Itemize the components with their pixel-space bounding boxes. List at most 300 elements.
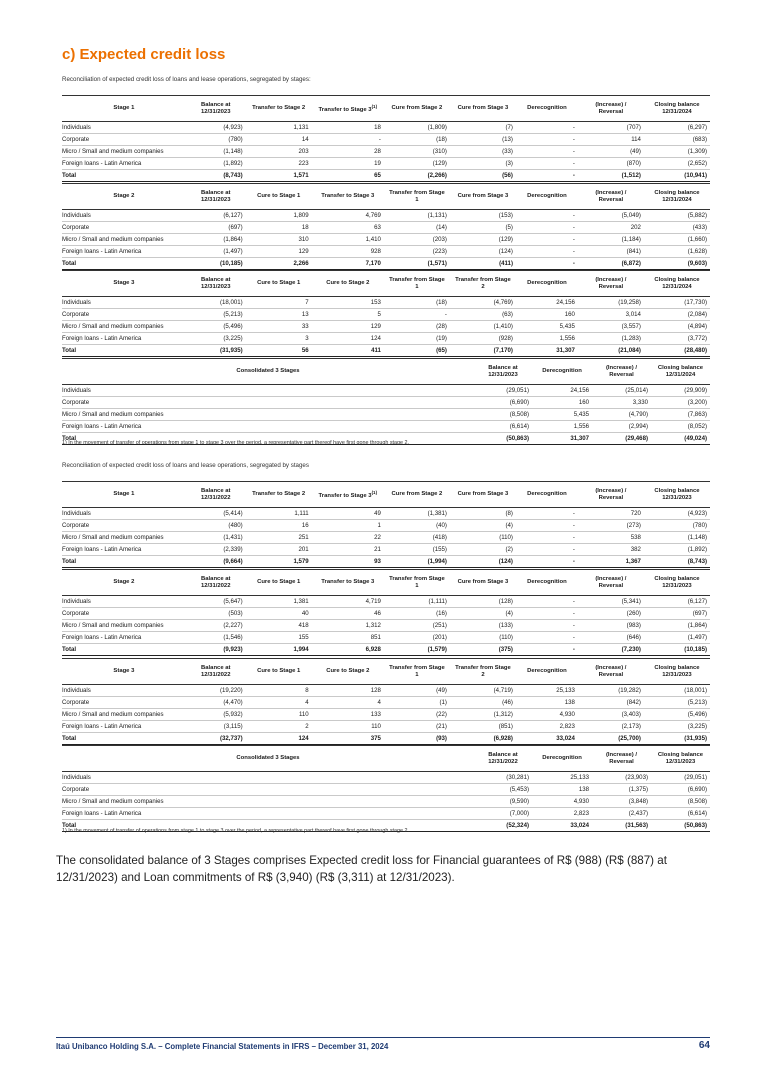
table-cell: (1,283) [578,333,644,345]
footer-company-text: Itaú Unibanco Holding S.A. – Complete Financial Statements in IFRS – December 31, 2024 [56,1042,389,1051]
table-cell: 5,435 [516,321,578,333]
table-row [62,321,710,333]
table-cell: (110) [450,532,516,544]
table-cell: 93 [312,556,384,568]
table-cell: (50,863) [474,433,532,445]
table-cell: 203 [246,146,312,158]
row-label: Foreign loans - Latin America [62,421,474,433]
column-header: Closing balance 12/31/2023 [651,746,710,772]
table-cell: (6,614) [474,421,532,433]
table-cell: 4,719 [312,596,384,608]
table-cell: (17,730) [644,297,710,309]
table-cell: - [516,532,578,544]
table-cell: (411) [450,258,516,270]
table-row [62,608,710,620]
table-cell: (6,928) [450,733,516,745]
table-cell: 1,556 [532,421,592,433]
table-cell: 2,823 [516,721,578,733]
table-cell: (50,863) [651,820,710,832]
table-cell: 110 [312,721,384,733]
row-label: Individuals [62,772,474,784]
table-cell: (29,051) [474,385,532,397]
row-label: Total [62,433,474,445]
table-cell: (6,690) [651,784,710,796]
footer-rule [56,1037,710,1038]
table-cell: (40) [384,520,450,532]
table-cell: (16) [384,608,450,620]
row-label: Micro / Small and medium companies [62,709,186,721]
table-cell: - [516,210,578,222]
table-cell: 63 [312,222,384,234]
table-cell: 114 [578,134,644,146]
table-cell: (1,994) [384,556,450,568]
table-cell: (6,872) [578,258,644,270]
table-cell: 110 [246,709,312,721]
column-header: Transfer from Stage 2 [450,271,516,297]
table-cell: 49 [312,508,384,520]
table-cell: (49) [384,685,450,697]
row-label: Micro / Small and medium companies [62,620,186,632]
table-cell: 65 [312,170,384,182]
column-header: (Increase) / Reversal [578,184,644,210]
table-cell: (707) [578,122,644,134]
table-row [62,596,710,608]
table-cell: (9,923) [186,644,246,656]
table-cell: (29,051) [651,772,710,784]
column-header: Balance at 12/31/2023 [186,271,246,297]
table-cell: (23,903) [592,772,651,784]
row-label: Foreign loans - Latin America [62,632,186,644]
table-cell: (25,700) [578,733,644,745]
column-header: Derecognition [516,570,578,596]
column-header: (Increase) / Reversal [578,96,644,122]
table-cell: 4,930 [532,796,592,808]
table-cell: 138 [516,697,578,709]
table-row [62,544,710,556]
table-cell: (28) [384,321,450,333]
table-cell: (8,743) [186,170,246,182]
table-cell: (1,111) [384,596,450,608]
row-label: Corporate [62,520,186,532]
column-header: Closing balance 12/31/2024 [651,359,710,385]
table-cell: (124) [450,246,516,258]
table-cell: (2,173) [578,721,644,733]
table-cell: 851 [312,632,384,644]
table-cell: 18 [312,122,384,134]
row-label: Corporate [62,309,186,321]
table-cell: 33 [246,321,312,333]
table-cell: (928) [450,333,516,345]
table-cell: 40 [246,608,312,620]
column-header: Derecognition [516,482,578,508]
table-cell: 1,994 [246,644,312,656]
table-cell: 1,381 [246,596,312,608]
column-header: Transfer from Stage 1 [384,184,450,210]
table-cell: 3,014 [578,309,644,321]
column-header: Derecognition [516,271,578,297]
column-header: Cure from Stage 3 [450,96,516,122]
table-cell: (1,892) [644,544,710,556]
table-cell: 24,156 [516,297,578,309]
row-label: Individuals [62,508,186,520]
table-stage-heading: Consolidated 3 Stages [62,359,474,385]
table-cell: 2 [246,721,312,733]
table-cell: (780) [644,520,710,532]
table-cell: 375 [312,733,384,745]
column-header: Cure to Stage 1 [246,659,312,685]
table-header-row [62,96,710,122]
table-total-row [62,644,710,656]
table-cell: (18,001) [186,297,246,309]
table-cell: 33,024 [516,733,578,745]
table-cell: (19,258) [578,297,644,309]
column-header: Transfer to Stage 3$^{(1)}$ [312,482,384,508]
column-header: Balance at 12/31/2022 [186,482,246,508]
table-cell: (201) [384,632,450,644]
table-cell: (5,932) [186,709,246,721]
table-cell: (7,000) [474,808,532,820]
table-stage-heading: Stage 1 [62,96,186,122]
column-header: Transfer to Stage 2 [246,482,312,508]
table-cell: (129) [450,234,516,246]
table-cell: - [516,170,578,182]
table-cell: (8) [450,508,516,520]
stage-table [62,569,710,656]
table-row [62,134,710,146]
table-cell: - [516,520,578,532]
row-label: Foreign loans - Latin America [62,808,474,820]
row-label: Individuals [62,596,186,608]
table-cell: (21) [384,721,450,733]
table-cell: 3 [246,333,312,345]
table-cell: 28 [312,146,384,158]
table-cell: 1,410 [312,234,384,246]
table-cell: (1,546) [186,632,246,644]
table-cell: 1,111 [246,508,312,520]
table-cell: - [516,258,578,270]
table-cell: - [516,632,578,644]
row-label: Corporate [62,222,186,234]
column-header: Transfer to Stage 3 [312,570,384,596]
table-cell: 2,823 [532,808,592,820]
table-cell: - [516,134,578,146]
table-cell: 3,330 [592,397,651,409]
table-cell: (4,769) [450,297,516,309]
table-row [62,808,710,820]
table-cell: 33,024 [532,820,592,832]
table-cell: 4,769 [312,210,384,222]
table-cell: (153) [450,210,516,222]
table-cell: (22) [384,709,450,721]
row-label: Total [62,820,474,832]
table-cell: 1,131 [246,122,312,134]
table-cell: (1,497) [186,246,246,258]
column-header: Closing balance 12/31/2023 [644,659,710,685]
table-cell: (375) [450,644,516,656]
table-cell: (3,403) [578,709,644,721]
column-header: Transfer from Stage 1 [384,570,450,596]
table-cell: (49) [578,146,644,158]
table-total-row [62,556,710,568]
table-cell: (1,410) [450,321,516,333]
table-cell: (4,894) [644,321,710,333]
table-cell: 1,556 [516,333,578,345]
column-header: Balance at 12/31/2022 [186,570,246,596]
table-cell: (30,281) [474,772,532,784]
table-stage-heading: Stage 3 [62,659,186,685]
column-header: Cure from Stage 3 [450,482,516,508]
column-header: Transfer to Stage 3 [312,184,384,210]
table-header-row [62,271,710,297]
table-cell: (4,790) [592,409,651,421]
table-cell: 31,307 [516,345,578,357]
table-cell: - [516,556,578,568]
table-cell: (8,743) [644,556,710,568]
table-cell: (5,049) [578,210,644,222]
column-header: Cure from Stage 3 [450,570,516,596]
table-cell: 2,266 [246,258,312,270]
table-cell: 1,809 [246,210,312,222]
table-cell: (273) [578,520,644,532]
table-cell: (9,590) [474,796,532,808]
table-cell: (1,864) [644,620,710,632]
table-cell: (7) [450,122,516,134]
column-header: Transfer to Stage 3$^{(1)}$ [312,96,384,122]
table-cell: (870) [578,158,644,170]
table-cell: (6,614) [651,808,710,820]
table-row [62,397,710,409]
table-cell: (19) [384,333,450,345]
footnote-2023: 1) In the movement of transfer of operations from stage 1 to stage 3 over the period, a representative part thereof have first gone through stage 2. [62,828,409,834]
table-cell: (1,864) [186,234,246,246]
table-cell: (697) [644,608,710,620]
table-cell: 160 [532,397,592,409]
row-label: Micro / Small and medium companies [62,409,474,421]
table-cell: (1,512) [578,170,644,182]
table-row [62,246,710,258]
table-cell: 153 [312,297,384,309]
table-cell: 7,170 [312,258,384,270]
table-cell: (1,660) [644,234,710,246]
row-label: Individuals [62,210,186,222]
table-cell: (1,571) [384,258,450,270]
table-cell: 1,579 [246,556,312,568]
table-cell: (65) [384,345,450,357]
table-cell: 1,367 [578,556,644,568]
table-cell: (7,863) [651,409,710,421]
table-cell: 7 [246,297,312,309]
table-total-row [62,345,710,357]
row-label: Corporate [62,608,186,620]
column-header: Balance at 12/31/2023 [474,359,532,385]
table-cell: (2) [450,544,516,556]
table-cell: (2,652) [644,158,710,170]
table-cell: (2,994) [592,421,651,433]
table-cell: (29,468) [592,433,651,445]
row-label: Corporate [62,134,186,146]
table-cell: 138 [532,784,592,796]
table-cell: - [516,234,578,246]
table-cell: (4) [450,520,516,532]
table-cell: (8,508) [651,796,710,808]
table-cell: (5,213) [186,309,246,321]
page-number: 64 [698,1040,710,1051]
column-header: Cure from Stage 3 [450,184,516,210]
table-cell: - [516,222,578,234]
column-header: Cure to Stage 2 [312,659,384,685]
table-cell: (28,480) [644,345,710,357]
table-cell: (19,220) [186,685,246,697]
table-cell: 25,133 [516,685,578,697]
table-row [62,784,710,796]
table-row [62,620,710,632]
column-header: Transfer from Stage 2 [450,659,516,685]
table-cell: - [516,508,578,520]
table-cell: 129 [312,321,384,333]
table-header-row [62,746,710,772]
table-cell: 31,307 [532,433,592,445]
table-cell: (418) [384,532,450,544]
table-cell: (841) [578,246,644,258]
table-cell: (14) [384,222,450,234]
table-cell: (5,496) [644,709,710,721]
table-cell: (223) [384,246,450,258]
row-label: Foreign loans - Latin America [62,246,186,258]
table-cell: (3,225) [186,333,246,345]
column-header: Balance at 12/31/2022 [186,659,246,685]
table-cell: (2,084) [644,309,710,321]
table-cell: (10,185) [186,258,246,270]
table-cell: (1,312) [450,709,516,721]
table-row [62,122,710,134]
table-cell: (63) [450,309,516,321]
column-header: Closing balance 12/31/2024 [644,96,710,122]
table-cell: (1,628) [644,246,710,258]
table-cell: (697) [186,222,246,234]
table-cell: (3) [450,158,516,170]
table-cell: (1,184) [578,234,644,246]
row-label: Total [62,733,186,745]
table-cell: (646) [578,632,644,644]
table-stage-heading: Stage 2 [62,570,186,596]
footnote-2024: 1) In the movement of transfer of operations from stage 1 to stage 3 over the period, a representative part thereof have first gone through stage 2. [62,440,409,446]
table-row [62,146,710,158]
table-cell: (4,923) [186,122,246,134]
row-label: Micro / Small and medium companies [62,321,186,333]
column-header: Derecognition [516,659,578,685]
column-header: Cure to Stage 1 [246,184,312,210]
table-cell: - [516,544,578,556]
table-cell: (851) [450,721,516,733]
row-label: Total [62,258,186,270]
table-cell: - [516,246,578,258]
table-cell: 538 [578,532,644,544]
table-cell: (9,664) [186,556,246,568]
table-cell: (1,309) [644,146,710,158]
table-cell: (251) [384,620,450,632]
column-header: Closing balance 12/31/2024 [644,184,710,210]
column-header: (Increase) / Reversal [578,271,644,297]
row-label: Micro / Small and medium companies [62,796,474,808]
row-label: Foreign loans - Latin America [62,158,186,170]
row-label: Total [62,170,186,182]
table-cell: (780) [186,134,246,146]
table-stage-heading: Consolidated 3 Stages [62,746,474,772]
table-cell: (5,414) [186,508,246,520]
table-cell: 25,133 [532,772,592,784]
column-header: (Increase) / Reversal [592,746,651,772]
table-row [62,709,710,721]
table-cell: (56) [450,170,516,182]
table-cell: (49,024) [651,433,710,445]
table-cell: (10,185) [644,644,710,656]
table-cell: - [384,309,450,321]
table-cell: 5 [312,309,384,321]
table-cell: (4,923) [644,508,710,520]
table-cell: 16 [246,520,312,532]
table-cell: 24,156 [532,385,592,397]
table-cell: (18,001) [644,685,710,697]
consolidated-note: The consolidated balance of 3 Stages comprises Expected credit loss for Financial guarantees of R$ (988) (R$ (887) at 12/31/2023) and Loan commitments of R$ (3,940) (R$ (3,311) at 12/31/2023). [56,854,667,884]
table-cell: (2,437) [592,808,651,820]
table-cell: 928 [312,246,384,258]
consolidated-stages-table [62,745,710,832]
section-title: c) Expected credit loss [62,46,226,63]
table-cell: (3,225) [644,721,710,733]
table-row [62,508,710,520]
table-cell: 14 [246,134,312,146]
table-cell: 411 [312,345,384,357]
table-cell: 1 [312,520,384,532]
table-row [62,210,710,222]
table-cell: 46 [312,608,384,620]
row-label: Corporate [62,397,474,409]
table-cell: (3,557) [578,321,644,333]
table-cell: (8,052) [651,421,710,433]
table-row [62,685,710,697]
table-cell: (31,935) [644,733,710,745]
table-cell: (1,375) [592,784,651,796]
table-cell: (3,848) [592,796,651,808]
table-cell: (2,227) [186,620,246,632]
table-cell: (10,941) [644,170,710,182]
row-label: Total [62,644,186,656]
table-cell: (4) [450,608,516,620]
table-cell: (5,213) [644,697,710,709]
row-label: Foreign loans - Latin America [62,333,186,345]
row-label: Individuals [62,685,186,697]
column-header: Balance at 12/31/2022 [474,746,532,772]
table-row [62,297,710,309]
column-header: Cure from Stage 2 [384,482,450,508]
column-header: Closing balance 12/31/2023 [644,482,710,508]
table-cell: 129 [246,246,312,258]
table-cell: (124) [450,556,516,568]
table-cell: - [516,596,578,608]
stage-table [62,183,710,270]
row-label: Corporate [62,697,186,709]
row-label: Foreign loans - Latin America [62,721,186,733]
table-cell: 4 [246,697,312,709]
column-header: (Increase) / Reversal [592,359,651,385]
stage-table [62,481,710,568]
table-cell: (128) [450,596,516,608]
table-cell: (5,453) [474,784,532,796]
row-label: Individuals [62,122,186,134]
table-cell: (983) [578,620,644,632]
table-cell: - [516,122,578,134]
table-row [62,632,710,644]
